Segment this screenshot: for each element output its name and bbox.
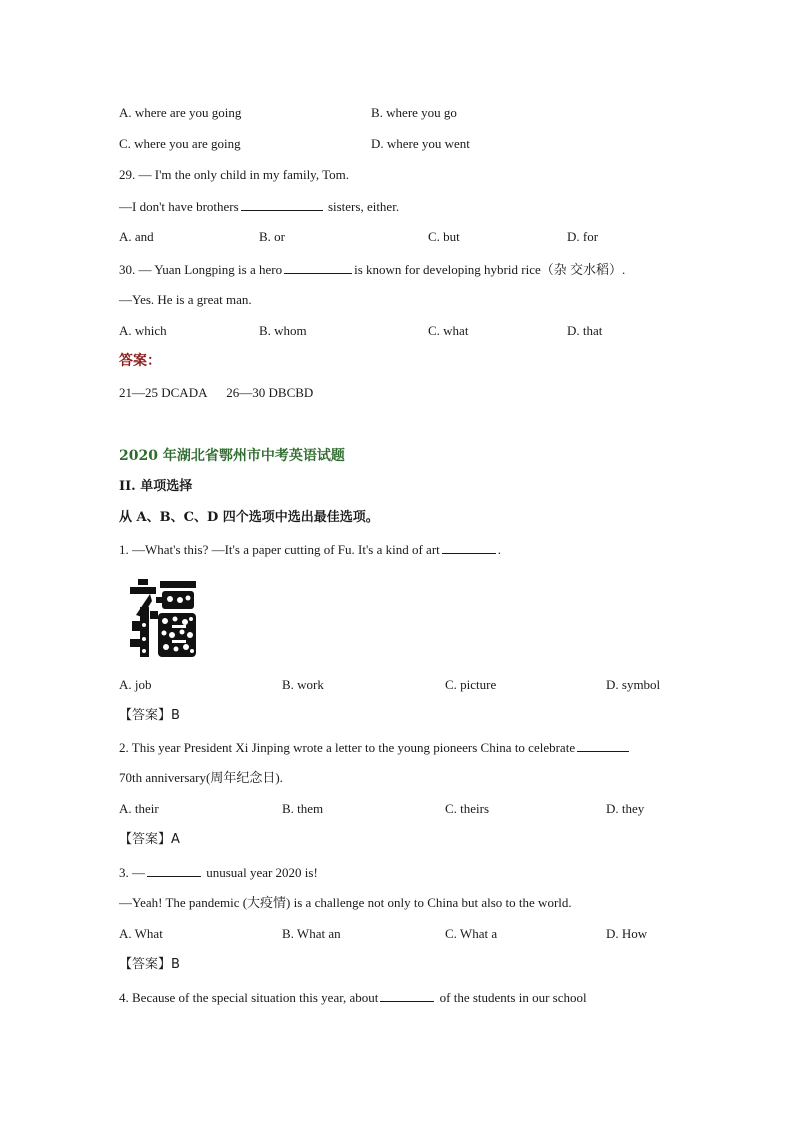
- q28-option-d: D. where you went: [371, 136, 470, 151]
- q2-line1-pre: 2. This year President Xi Jinping wrote a letter to the young pioneers China to celebrate: [119, 740, 576, 755]
- q2-blank: [577, 739, 629, 752]
- answer-heading: 答案：: [119, 353, 161, 369]
- q2-option-a: A. their: [119, 801, 159, 816]
- answer-text: 21—25 DCADA 26—30 DBCBD: [119, 385, 314, 400]
- q2-option-c: C. theirs: [445, 801, 490, 816]
- q3-line1-pre: 3. —: [119, 865, 145, 880]
- q3-blank: [147, 864, 201, 877]
- q30-line1: [119, 261, 625, 278]
- q2-option-b: B. them: [282, 801, 324, 816]
- q1-option-b: B. work: [282, 677, 324, 692]
- q30-line2: —Yes. He is a great man.: [119, 292, 252, 307]
- q29-line1: 29. — I'm the only child in my family, Tom.: [119, 167, 349, 182]
- q3-option-a: A. What: [119, 926, 163, 941]
- q28-option-b: B. where you go: [371, 105, 457, 120]
- q29-option-c: C. but: [428, 229, 460, 244]
- q1-text-pre: 1. —What's this? —It's a paper cutting of Fu. It's a kind of art: [119, 542, 440, 557]
- q4-line1: [119, 989, 587, 1006]
- q4-line1-post: of the students in our school: [436, 990, 587, 1005]
- q1-text: [119, 541, 501, 558]
- q1-blank: [442, 541, 496, 554]
- q30-option-c: C. what: [428, 323, 469, 338]
- instruction: 从 A、B、C、D 四个选项中选出最佳选项。: [119, 510, 379, 525]
- q28-option-c: C. where you are going: [119, 136, 241, 151]
- q4-line1-pre: 4. Because of the special situation this year, about: [119, 990, 379, 1005]
- q1-answer: 【答案】B: [119, 708, 180, 723]
- q30-option-d: D. that: [567, 323, 603, 338]
- q3-option-b: B. What an: [282, 926, 341, 941]
- q30-option-b: B. whom: [259, 323, 307, 338]
- q1-text-post: .: [497, 542, 502, 557]
- q3-option-d: D. How: [606, 926, 648, 941]
- q28-option-a: A. where are you going: [119, 105, 242, 120]
- section-subtitle: II. 单项选择: [119, 479, 193, 494]
- q3-option-c: C. What a: [445, 926, 498, 941]
- q1-option-a: A. job: [119, 677, 152, 692]
- q3-line2: —Yeah! The pandemic (大疫情) is a challenge not only to China but also to the world.: [119, 895, 572, 910]
- q29-blank: [241, 198, 323, 211]
- q1-option-d: D. symbol: [606, 677, 661, 692]
- q3-answer: 【答案】B: [119, 957, 180, 972]
- q29-option-a: A. and: [119, 229, 154, 244]
- section-title: 2020 年湖北省鄂州市中考英语试题: [119, 448, 345, 464]
- q2-answer: 【答案】A: [119, 832, 180, 847]
- q29-line2-pre: —I don't have brothers: [119, 199, 239, 214]
- q29-option-d: D. for: [567, 229, 599, 244]
- q3-line1: [119, 864, 318, 881]
- q2-option-d: D. they: [606, 801, 645, 816]
- q30-line1-post: is known for developing hybrid rice（杂 交水稻）.: [354, 262, 626, 277]
- q2-line2: 70th anniversary(周年纪念日).: [119, 770, 283, 785]
- q29-line2-post: sisters, either.: [324, 199, 400, 214]
- fu-papercut-image: [128, 577, 198, 659]
- q29-option-b: B. or: [259, 229, 285, 244]
- q4-blank: [380, 989, 434, 1002]
- q30-option-a: A. which: [119, 323, 167, 338]
- q30-blank: [284, 261, 352, 274]
- q30-line1-pre: 30. — Yuan Longping is a hero: [119, 262, 283, 277]
- q29-line2: [119, 198, 399, 215]
- q3-line1-post: unusual year 2020 is!: [203, 865, 318, 880]
- q2-line1: [119, 739, 631, 756]
- q1-option-c: C. picture: [445, 677, 497, 692]
